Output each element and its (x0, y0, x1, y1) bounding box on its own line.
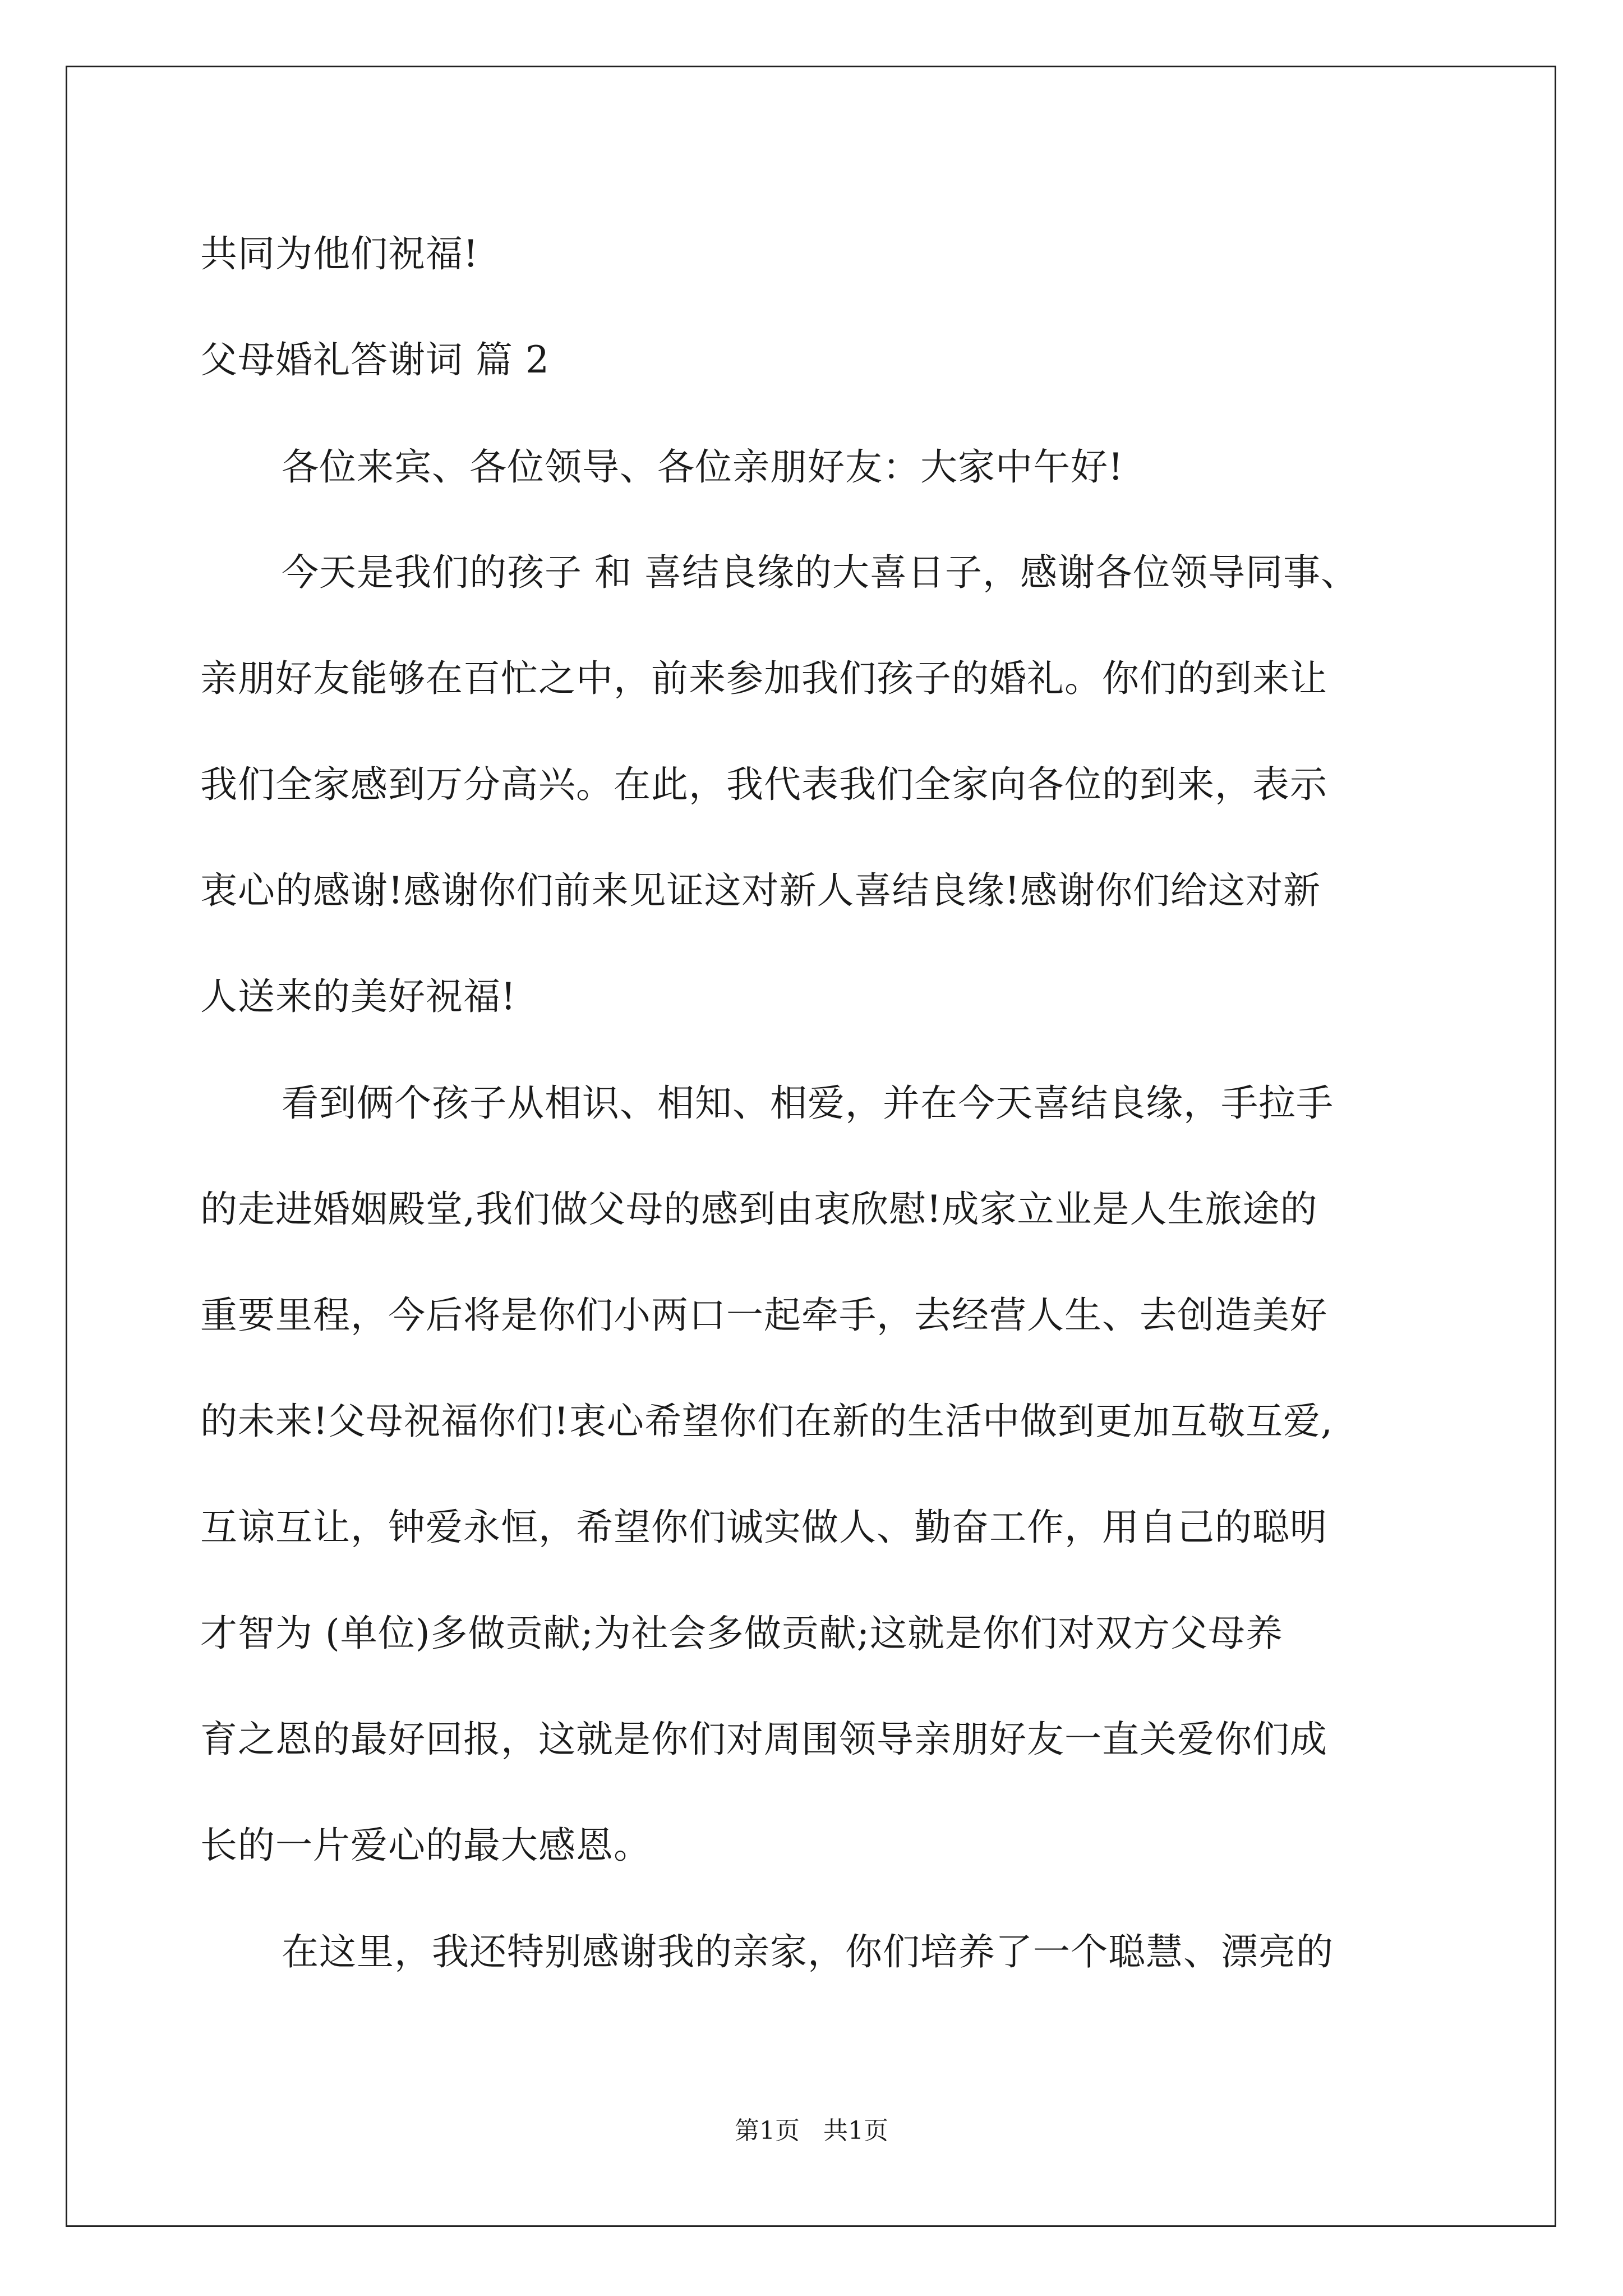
paragraph-line: 我们全家感到万分高兴。在此，我代表我们全家向各位的到来，表示 (200, 763, 1327, 806)
section-heading: 父母婚礼答谢词 篇 2 (200, 338, 550, 381)
paragraph-line: 互谅互让，钟爱永恒，希望你们诚实做人、勤奋工作，用自己的聪明 (200, 1506, 1327, 1549)
text-line-closing: 共同为他们祝福! (200, 232, 479, 275)
paragraph-line: 的走进婚姻殿堂,我们做父母的感到由衷欣慰!成家立业是人生旅途的 (200, 1188, 1318, 1231)
paragraph-line: 的未来!父母祝福你们!衷心希望你们在新的生活中做到更加互敬互爱, (200, 1400, 1334, 1443)
paragraph-line: 人送来的美好祝福! (200, 975, 517, 1018)
paragraph-line: 重要里程，今后将是你们小两口一起牵手，去经营人生、去创造美好 (200, 1294, 1327, 1337)
greeting-line: 各位来宾、各位领导、各位亲朋好友：大家中午好! (282, 445, 1124, 489)
page-border (66, 66, 1556, 2227)
paragraph-line: 在这里，我还特别感谢我的亲家，你们培养了一个聪慧、漂亮的 (282, 1930, 1334, 1973)
paragraph-line: 育之恩的最好回报，这就是你们对周围领导亲朋好友一直关爱你们成 (200, 1718, 1327, 1761)
paragraph-line: 长的一片爱心的最大感恩。 (200, 1824, 651, 1867)
paragraph-line: 今天是我们的孩子 和 喜结良缘的大喜日子，感谢各位领导同事、 (282, 551, 1358, 594)
paragraph-line: 亲朋好友能够在百忙之中，前来参加我们孩子的婚礼。你们的到来让 (200, 657, 1327, 700)
paragraph-line: 才智为 (单位)多做贡献;为社会多做贡献;这就是你们对双方父母养 (200, 1612, 1283, 1655)
page-number-footer: 第1页 共1页 (735, 2116, 888, 2145)
paragraph-line: 衷心的感谢!感谢你们前来见证这对新人喜结良缘!感谢你们给这对新 (200, 869, 1321, 912)
paragraph-line: 看到俩个孩子从相识、相知、相爱，并在今天喜结良缘，手拉手 (282, 1082, 1334, 1125)
